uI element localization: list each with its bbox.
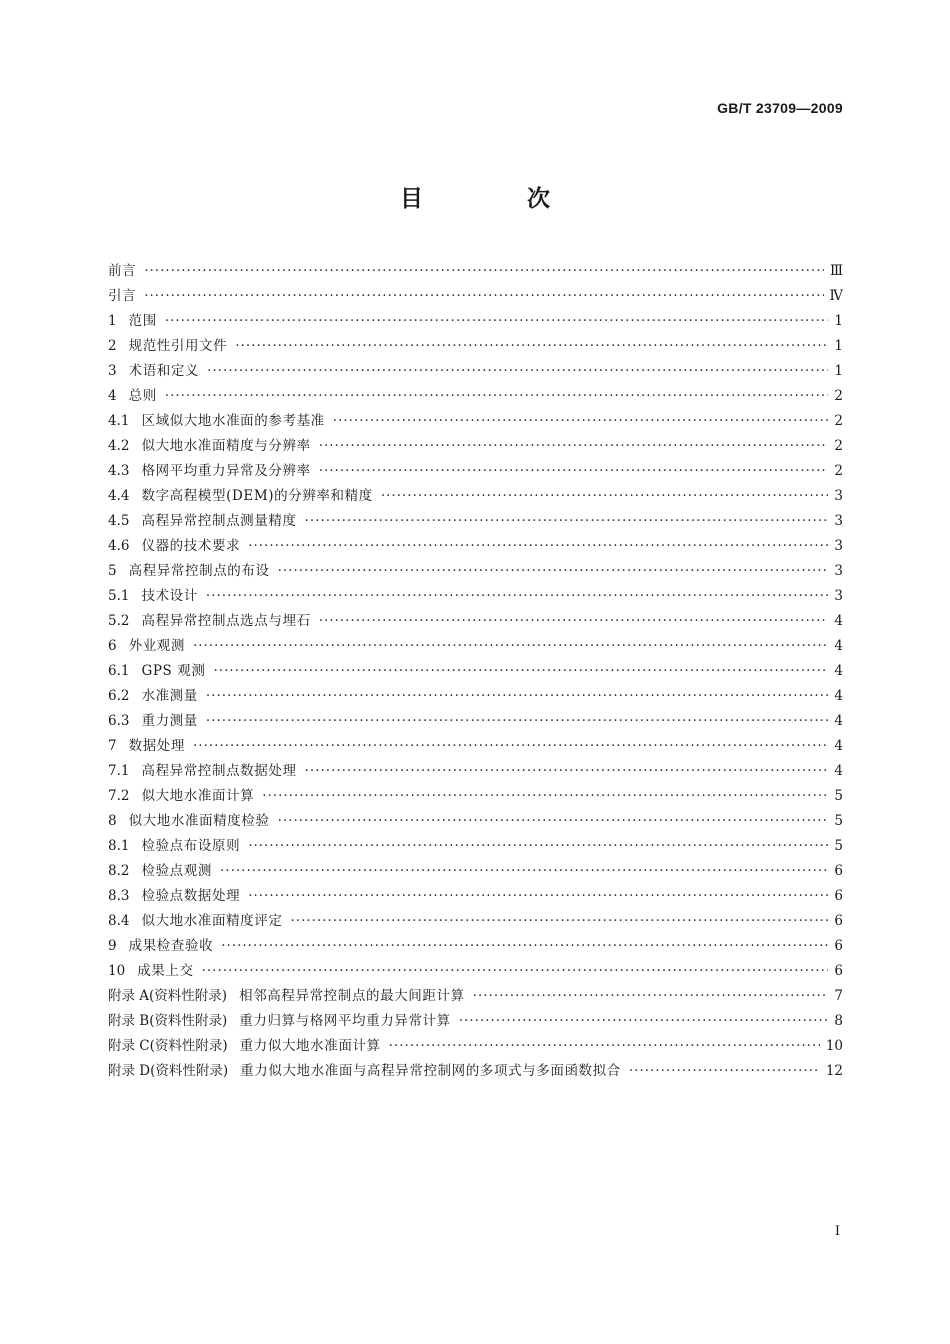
toc-entry-title: 数据处理	[128, 738, 185, 754]
toc-entry-page: 4	[834, 663, 843, 679]
toc-entry[interactable]	[108, 534, 843, 559]
toc-entry[interactable]	[108, 1034, 843, 1059]
toc-entry[interactable]	[108, 559, 843, 584]
toc-entry-page: 6	[834, 888, 843, 904]
toc-leader-dots	[235, 334, 828, 359]
toc-leader-dots	[206, 584, 829, 609]
toc-entry-page: 6	[834, 863, 843, 879]
toc-entry-page: 5	[834, 838, 843, 854]
toc-entry-number: 6.3	[108, 713, 130, 729]
toc-entry[interactable]	[108, 959, 843, 984]
toc-leader-dots	[220, 859, 828, 884]
toc-entry-title: 引言	[108, 288, 137, 304]
toc-entry[interactable]	[108, 984, 843, 1009]
toc-entry-page: 3	[834, 563, 843, 579]
toc-entry-title: 高程异常控制点选点与埋石	[141, 613, 311, 629]
toc-entry[interactable]	[108, 909, 843, 934]
toc-entry-page: 6	[834, 963, 843, 979]
toc-entry-number: 6.1	[108, 663, 130, 679]
toc-entry-title: 检验点数据处理	[141, 888, 241, 904]
toc-entry-page: 4	[834, 688, 843, 704]
toc-entry-number: 附录 D(资料性附录)	[108, 1063, 229, 1079]
toc-entry[interactable]	[108, 859, 843, 884]
toc-leader-dots	[305, 509, 829, 534]
toc-entry[interactable]	[108, 409, 843, 434]
toc-entry-number: 8.1	[108, 838, 130, 854]
toc-leader-dots	[629, 1059, 820, 1084]
toc-leader-dots	[206, 709, 829, 734]
toc-entry[interactable]	[108, 384, 843, 409]
toc-entry-number: 6	[108, 638, 117, 654]
toc-leader-dots	[248, 884, 828, 909]
toc-entry-title: 似大地水准面精度评定	[141, 913, 283, 929]
toc-entry-page: 2	[834, 388, 843, 404]
toc-entry-title: 检验点布设原则	[141, 838, 241, 854]
toc-leader-dots	[206, 684, 829, 709]
toc-entry-page: 1	[834, 313, 843, 329]
toc-leader-dots	[262, 784, 828, 809]
toc-entry[interactable]	[108, 834, 843, 859]
toc-entry-title: 高程异常控制点数据处理	[141, 763, 297, 779]
toc-leader-dots	[193, 734, 828, 759]
toc-leader-dots	[202, 959, 829, 984]
toc-entry[interactable]	[108, 259, 843, 284]
toc-entry-number: 3	[108, 363, 117, 379]
toc-entry-number: 4	[108, 388, 117, 404]
toc-entry-page: 4	[834, 763, 843, 779]
toc-entry-number: 4.2	[108, 438, 130, 454]
toc-entry-number: 7.2	[108, 788, 130, 804]
toc-entry[interactable]	[108, 759, 843, 784]
toc-entry-page: 2	[834, 413, 843, 429]
table-of-contents	[108, 259, 843, 1084]
toc-entry-number: 10	[108, 963, 126, 979]
toc-entry-title: 技术设计	[141, 588, 198, 604]
toc-entry-number: 5	[108, 563, 117, 579]
page-title: 目 次	[399, 186, 598, 212]
toc-entry[interactable]	[108, 1009, 843, 1034]
toc-entry[interactable]	[108, 359, 843, 384]
toc-leader-dots	[214, 659, 829, 684]
toc-entry-page: 10	[825, 1038, 843, 1054]
toc-entry[interactable]	[108, 784, 843, 809]
toc-entry-page: Ⅳ	[829, 288, 843, 304]
toc-entry-page: Ⅲ	[829, 263, 843, 279]
toc-entry-title: 格网平均重力异常及分辨率	[141, 463, 311, 479]
toc-leader-dots	[278, 559, 829, 584]
toc-entry-title: 相邻高程异常控制点的最大间距计算	[239, 988, 465, 1004]
toc-leader-dots	[319, 459, 829, 484]
toc-entry-page: 2	[834, 463, 843, 479]
toc-entry-number: 4.3	[108, 463, 130, 479]
toc-leader-dots	[193, 634, 828, 659]
toc-leader-dots	[333, 409, 829, 434]
toc-entry-title: 重力测量	[141, 713, 198, 729]
toc-entry-number: 8.2	[108, 863, 130, 879]
toc-entry-page: 8	[834, 1013, 843, 1029]
toc-entry-page: 6	[834, 913, 843, 929]
toc-leader-dots	[165, 384, 829, 409]
toc-entry-title: 似大地水准面计算	[141, 788, 255, 804]
toc-entry-number: 8	[108, 813, 117, 829]
toc-entry-page: 5	[834, 788, 843, 804]
toc-entry-number: 5.2	[108, 613, 130, 629]
toc-entry-number: 附录 B(资料性附录)	[108, 1013, 228, 1029]
toc-entry-number: 4.5	[108, 513, 130, 529]
toc-entry-number: 8.3	[108, 888, 130, 904]
toc-leader-dots	[248, 834, 828, 859]
toc-entry[interactable]	[108, 484, 843, 509]
toc-entry-title: 术语和定义	[128, 363, 200, 379]
toc-leader-dots	[248, 534, 828, 559]
toc-entry-page: 4	[834, 638, 843, 654]
toc-leader-dots	[459, 1009, 829, 1034]
toc-entry-title: 重力似大地水准面计算	[239, 1038, 381, 1054]
toc-entry-page: 3	[834, 488, 843, 504]
toc-entry-number: 2	[108, 338, 117, 354]
toc-entry-page: 4	[834, 738, 843, 754]
toc-entry-title: 范围	[128, 313, 157, 329]
toc-entry-title: 前言	[108, 263, 137, 279]
toc-leader-dots	[278, 809, 829, 834]
toc-leader-dots	[165, 309, 829, 334]
toc-entry[interactable]	[108, 934, 843, 959]
toc-entry-page: 6	[834, 938, 843, 954]
toc-entry-title: 成果上交	[137, 963, 194, 979]
toc-entry[interactable]	[108, 459, 843, 484]
toc-entry-title: 总则	[128, 388, 157, 404]
toc-leader-dots	[389, 1034, 820, 1059]
toc-entry-number: 4.1	[108, 413, 130, 429]
toc-leader-dots	[319, 434, 829, 459]
toc-entry[interactable]	[108, 309, 843, 334]
toc-entry-page: 4	[834, 613, 843, 629]
toc-leader-dots	[319, 609, 829, 634]
toc-entry-number: 5.1	[108, 588, 130, 604]
toc-entry-page: 3	[834, 538, 843, 554]
toc-entry[interactable]	[108, 659, 843, 684]
toc-entry-number: 7	[108, 738, 117, 754]
toc-entry-page: 4	[834, 713, 843, 729]
toc-entry-number: 6.2	[108, 688, 130, 704]
toc-entry-number: 8.4	[108, 913, 130, 929]
toc-entry[interactable]	[108, 609, 843, 634]
toc-entry[interactable]	[108, 809, 843, 834]
toc-leader-dots	[221, 934, 828, 959]
toc-entry-page: 12	[825, 1063, 843, 1079]
toc-entry-title: 高程异常控制点测量精度	[141, 513, 297, 529]
toc-entry-page: 2	[834, 438, 843, 454]
toc-entry-title: 水准测量	[141, 688, 198, 704]
toc-entry-title: 外业观测	[128, 638, 185, 654]
toc-entry-number: 7.1	[108, 763, 130, 779]
toc-entry-title: 检验点观测	[141, 863, 212, 879]
toc-entry-number: 1	[108, 313, 117, 329]
toc-entry-title: 规范性引用文件	[128, 338, 228, 354]
toc-entry-title: 似大地水准面精度检验	[128, 813, 270, 829]
toc-entry-title: 仪器的技术要求	[141, 538, 241, 554]
toc-leader-dots	[207, 359, 828, 384]
toc-leader-dots	[144, 259, 824, 284]
toc-entry-page: 5	[834, 813, 843, 829]
toc-entry-number: 4.6	[108, 538, 130, 554]
toc-leader-dots	[290, 909, 828, 934]
toc-entry-title: 区域似大地水准面的参考基准	[141, 413, 325, 429]
toc-entry[interactable]	[108, 509, 843, 534]
toc-entry-page: 3	[834, 588, 843, 604]
toc-entry-number: 9	[108, 938, 117, 954]
toc-entry[interactable]	[108, 634, 843, 659]
toc-entry-title: 高程异常控制点的布设	[128, 563, 270, 579]
page-number: I	[834, 1224, 840, 1239]
toc-entry-title: 重力似大地水准面与高程异常控制网的多项式与多面函数拟合	[240, 1063, 621, 1079]
toc-entry-title: 重力归算与格网平均重力异常计算	[239, 1013, 451, 1029]
toc-entry-page: 3	[834, 513, 843, 529]
toc-entry[interactable]	[108, 734, 843, 759]
toc-entry-page: 1	[834, 338, 843, 354]
toc-entry-number: 4.4	[108, 488, 130, 504]
toc-entry-page: 7	[834, 988, 843, 1004]
toc-entry-number: 附录 C(资料性附录)	[108, 1038, 228, 1054]
toc-leader-dots	[473, 984, 829, 1009]
toc-entry[interactable]	[108, 884, 843, 909]
toc-leader-dots	[144, 284, 823, 309]
toc-entry-title: 似大地水准面精度与分辨率	[141, 438, 311, 454]
toc-entry[interactable]	[108, 284, 843, 309]
toc-entry-title: 成果检查验收	[128, 938, 214, 954]
toc-entry-title: 数字高程模型(DEM)的分辨率和精度	[141, 488, 373, 504]
toc-entry[interactable]	[108, 334, 843, 359]
standard-number: GB/T 23709—2009	[717, 100, 843, 116]
toc-entry[interactable]	[108, 584, 843, 609]
toc-entry[interactable]	[108, 434, 843, 459]
toc-entry[interactable]	[108, 1059, 843, 1084]
toc-entry-page: 1	[834, 363, 843, 379]
toc-leader-dots	[381, 484, 829, 509]
toc-leader-dots	[305, 759, 829, 784]
toc-entry[interactable]	[108, 684, 843, 709]
toc-entry[interactable]	[108, 709, 843, 734]
toc-entry-number: 附录 A(资料性附录)	[108, 988, 228, 1004]
toc-entry-title: GPS 观测	[141, 663, 206, 679]
